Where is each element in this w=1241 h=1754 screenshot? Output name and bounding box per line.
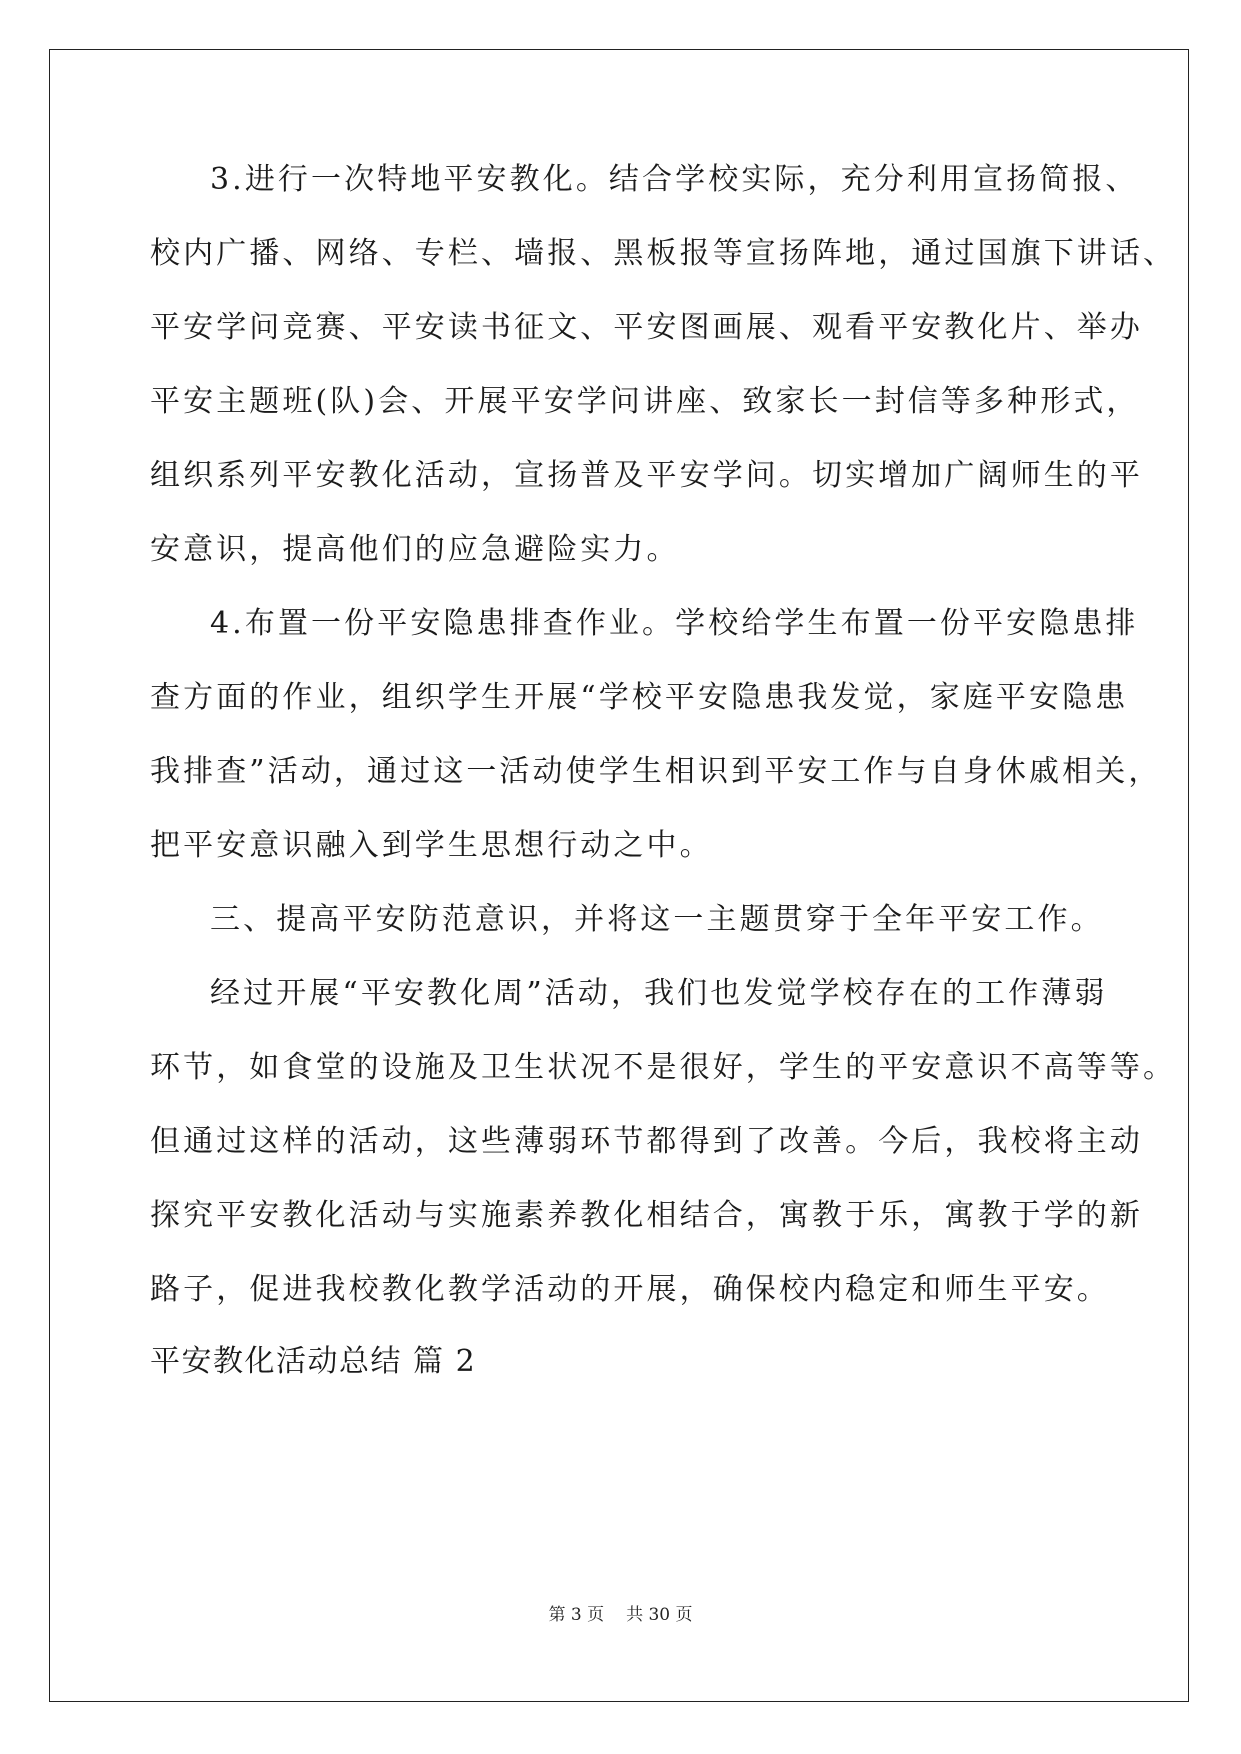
- page-total: 共 30 页: [626, 1605, 693, 1625]
- section-heading: 平安教化活动总结 篇 2: [150, 1344, 477, 1379]
- page-border: [49, 49, 1189, 1702]
- paragraph-2-line-4: 把平安意识融入到学生思想行动之中。: [150, 828, 713, 863]
- page-footer: [0, 1603, 1241, 1627]
- paragraph-4-line-3: 但通过这样的活动，这些薄弱环节都得到了改善。今后，我校将主动: [150, 1124, 1143, 1159]
- paragraph-4-line-2: 环节，如食堂的设施及卫生状况不是很好，学生的平安意识不高等等。: [150, 1050, 1177, 1085]
- paragraph-1-line-5: 组织系列平安教化活动，宣扬普及平安学问。切实增加广阔师生的平: [150, 458, 1143, 493]
- paragraph-1-line-3: 平安学问竞赛、平安读书征文、平安图画展、观看平安教化片、举办: [150, 310, 1143, 345]
- paragraph-4-line-5: 路子，促进我校教化教学活动的开展，确保校内稳定和师生平安。: [150, 1272, 1110, 1307]
- paragraph-1-line-6: 安意识，提高他们的应急避险实力。: [150, 532, 680, 567]
- paragraph-2-line-1: 4.布置一份平安隐患排查作业。学校给学生布置一份平安隐患排: [210, 606, 1139, 641]
- paragraph-4-line-4: 探究平安教化活动与实施素养教化相结合，寓教于乐，寓教于学的新: [150, 1198, 1143, 1233]
- paragraph-2-line-2: 查方面的作业，组织学生开展“学校平安隐患我发觉，家庭平安隐患: [150, 680, 1129, 715]
- paragraph-4-line-1: 经过开展“平安教化周”活动，我们也发觉学校存在的工作薄弱: [210, 976, 1108, 1011]
- paragraph-1-line-2: 校内广播、网络、专栏、墙报、黑板报等宣扬阵地，通过国旗下讲话、: [150, 236, 1177, 271]
- paragraph-1-line-1: 3.进行一次特地平安教化。结合学校实际，充分利用宣扬简报、: [210, 162, 1139, 197]
- paragraph-1-line-4: 平安主题班(队)会、开展平安学问讲座、致家长一封信等多种形式，: [150, 384, 1140, 419]
- paragraph-3-line-1: 三、提高平安防范意识，并将这一主题贯穿于全年平安工作。: [210, 902, 1104, 937]
- paragraph-2-line-3: 我排查”活动，通过这一活动使学生相识到平安工作与自身休戚相关，: [150, 754, 1162, 789]
- page-number: 第 3 页: [548, 1605, 605, 1625]
